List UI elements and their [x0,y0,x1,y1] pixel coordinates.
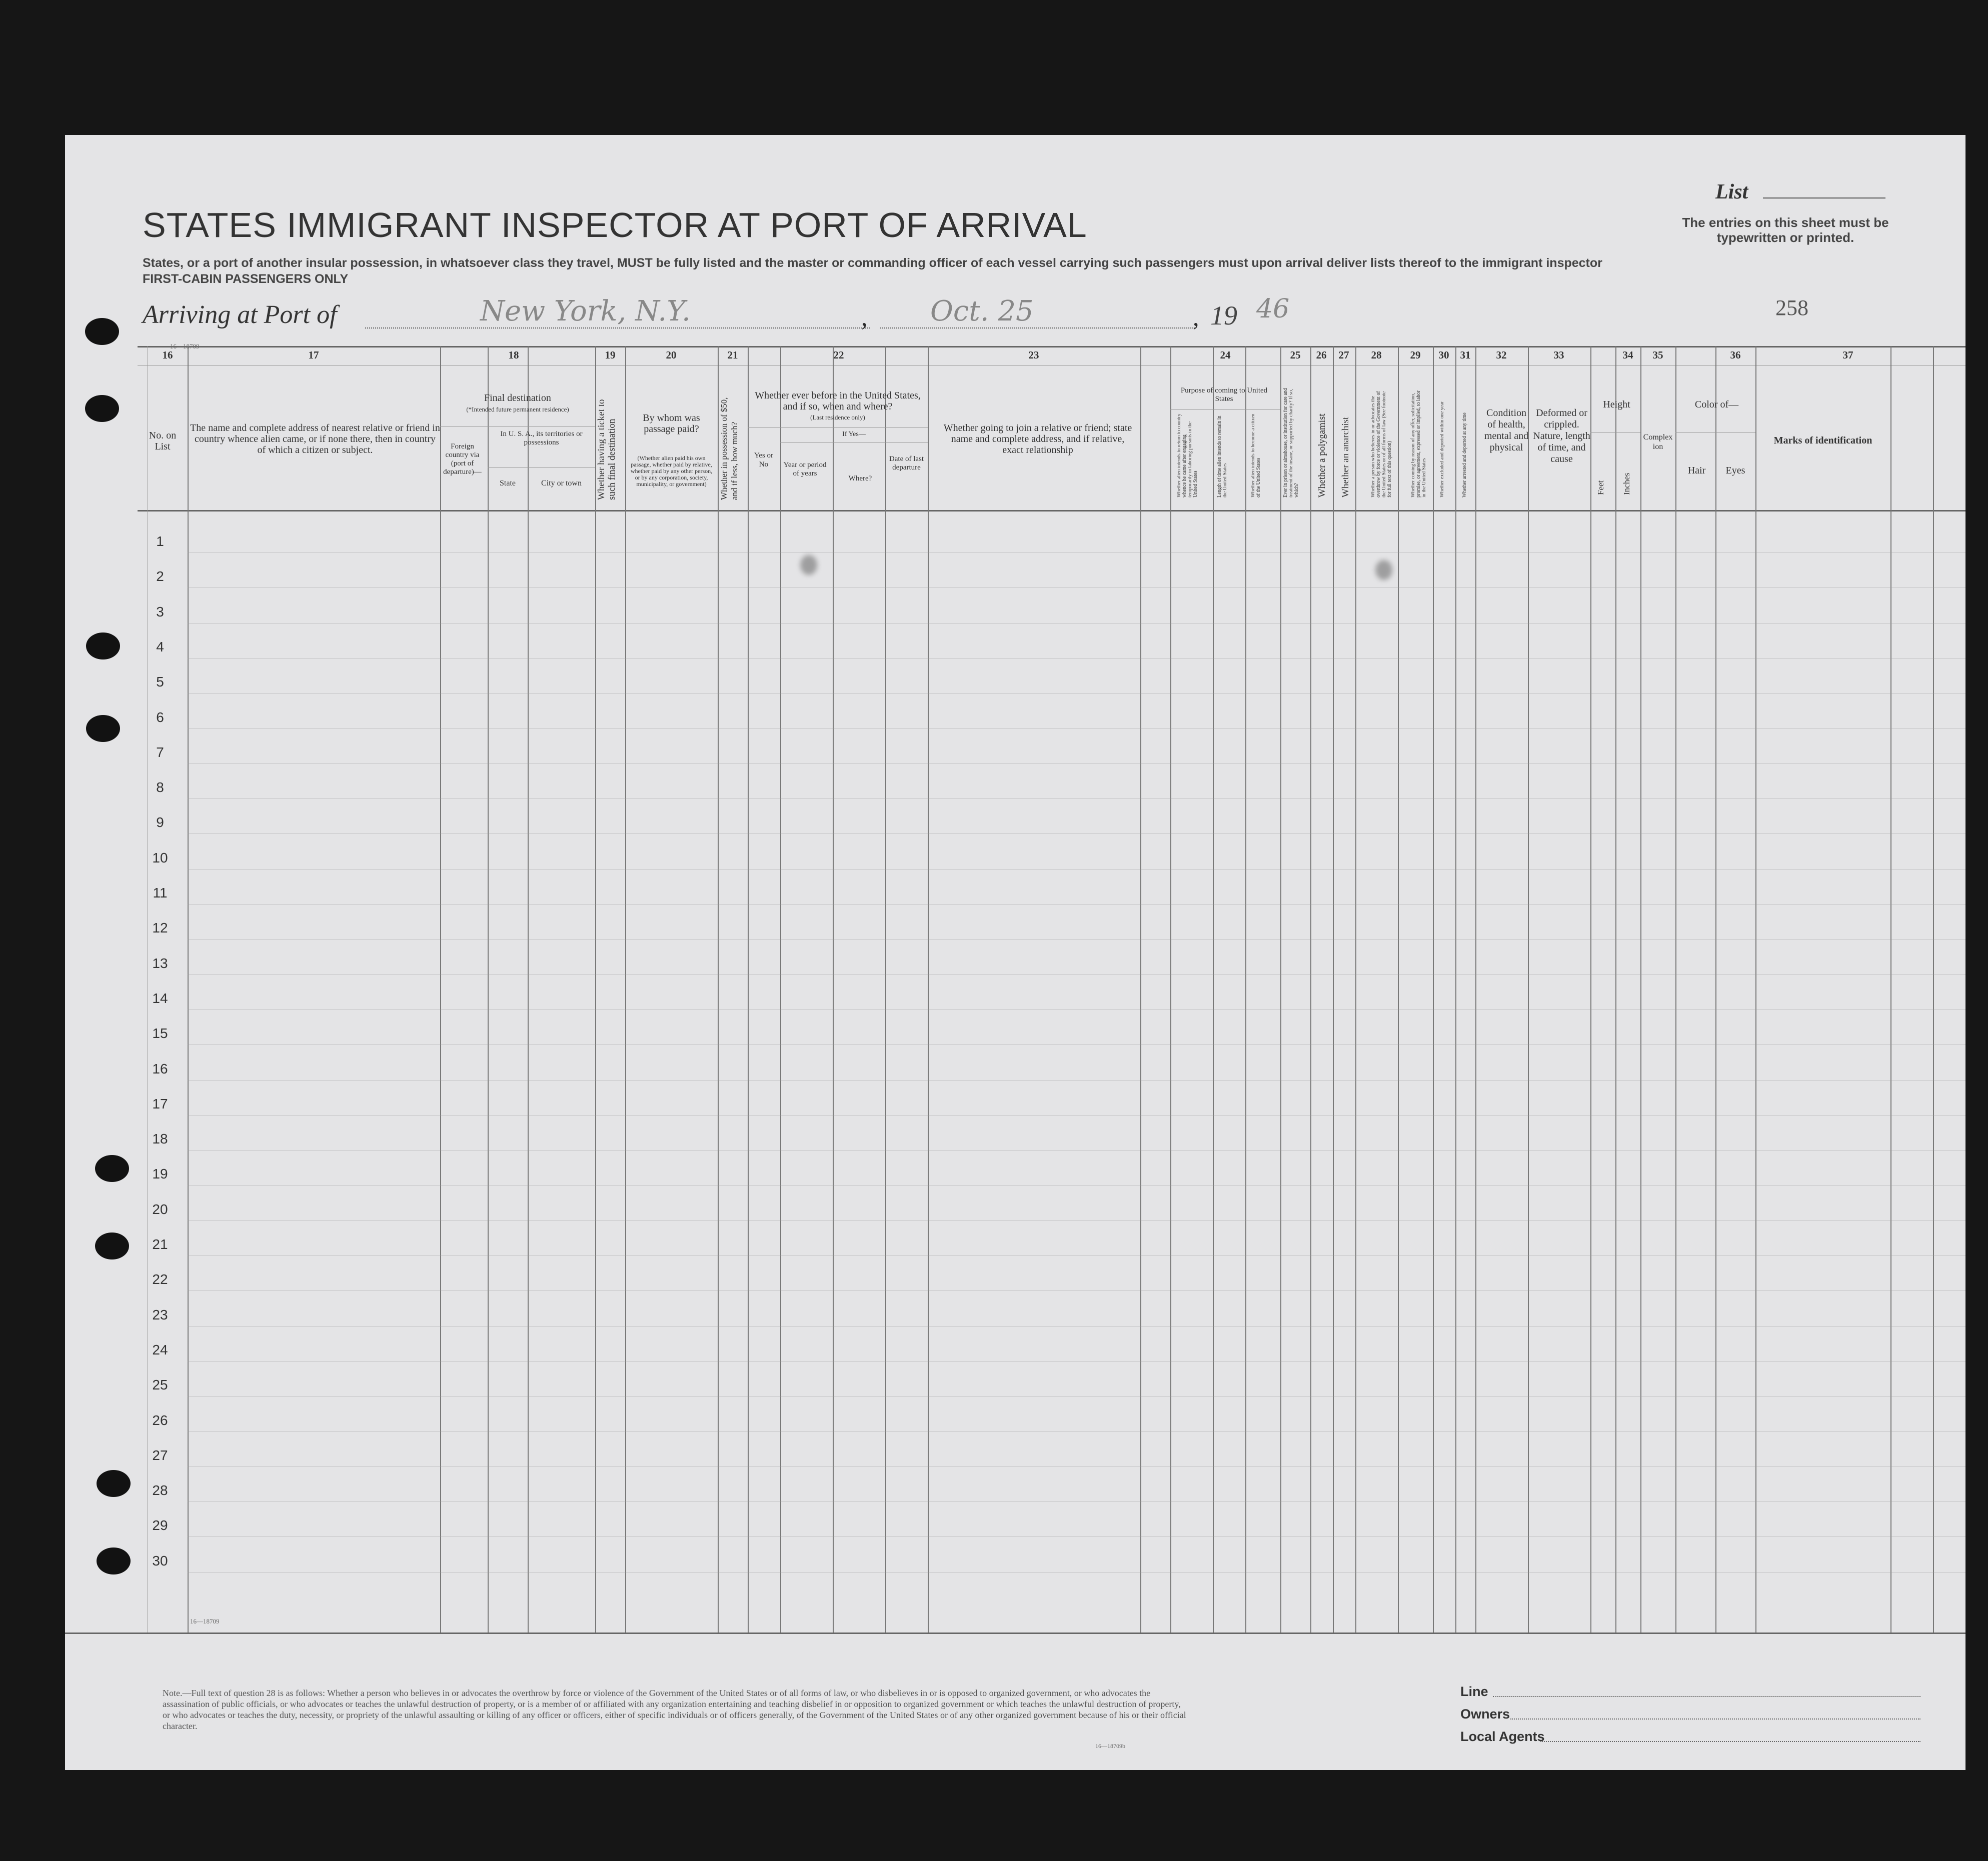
line-label: Line [1460,1684,1488,1699]
instructions-text: States, or a port of another insular possession, in whatsoever class they travel, MUST be fully listed and the master or commanding officer of each vessel carrying such passengers must upon arrival deliver lists thereof to the immigrant inspector [143,256,1602,270]
header-passage-paid: By whom was passage paid? [643,412,700,434]
row-rule [188,1115,1965,1116]
column-divider [1213,346,1214,1632]
header-marks-identification: Marks of identification [1773,435,1872,446]
column-divider [1245,346,1246,1632]
port-handwriting: New York, N.Y. [480,295,691,328]
header-purpose-citizen: Whether alien intends to become a citizen of the United States [1250,414,1261,498]
header-feet: Feet [1596,480,1605,495]
row-number: 26 [152,1412,168,1428]
row-rule [188,552,1965,553]
row-rule [188,1466,1965,1467]
header-foreign-country: Foreign country via (port of departure)— [443,442,482,476]
column-divider [1433,346,1434,1632]
column-number: 16 [162,349,173,361]
page-title: STATES IMMIGRANT INSPECTOR AT PORT OF ARRIVAL [143,206,1087,244]
ink-smudge [1375,560,1392,580]
date-handwriting: Oct. 25 [930,295,1034,328]
column-number: 25 [1290,349,1301,361]
column-number: 33 [1553,349,1564,361]
column-divider [780,346,781,1632]
header-fifty-dollars: Whether in possession of $50, and if less, how much? [719,397,739,500]
column-divider [1455,346,1456,1632]
row-number: 22 [152,1272,168,1288]
row-number: 18 [152,1131,168,1147]
row-rule [188,728,1965,729]
row-number: 8 [156,780,164,796]
column-number: 35 [1652,349,1663,361]
row-number: 14 [152,990,168,1006]
subheader-rule [1675,432,1755,433]
header-year-period: Year or period of years [783,461,827,478]
row-number: 29 [152,1518,168,1534]
ink-smudge [800,555,817,575]
column-divider [1590,346,1591,1632]
column-divider [1140,346,1141,1632]
header-join-relative: Whether going to join a relative or friend; state name and complete address, and if relative, exact relationship [943,422,1132,456]
column-divider [1890,346,1891,1632]
column-divider [1528,346,1529,1632]
column-divider [1333,346,1334,1632]
row-number: 28 [152,1482,168,1498]
local-agents-label: Local Agents [1460,1729,1545,1744]
column-divider [1933,346,1934,1632]
form-number-bottom: 16—18709 [190,1618,220,1625]
header-complexion: Complexion [1643,433,1673,451]
row-number: 23 [152,1306,168,1322]
header-hair: Hair [1687,465,1706,476]
column-divider [885,346,886,1632]
column-divider [748,346,749,1632]
row-number: 4 [156,638,164,654]
header-previous-visit-note: (Last residence only) [810,414,865,421]
punch-hole [85,318,119,345]
row-number: 13 [152,955,168,971]
column-divider [625,346,626,1632]
column-number: 29 [1410,349,1421,361]
column-divider [1475,346,1476,1632]
header-previous-visit: Whether ever before in the United States, and if so, when and where? [755,390,921,412]
subheader-rule [1170,409,1280,410]
column-number: 34 [1622,349,1633,361]
column-number: 27 [1338,349,1349,361]
header-eyes: Eyes [1725,465,1745,476]
row-rule [188,939,1965,940]
header-excluded: Whether excluded and deported within one year [1439,401,1445,498]
row-rule [188,1361,1965,1362]
row-number: 30 [152,1552,168,1568]
row-number: 7 [156,744,164,760]
row-number: 3 [156,604,164,620]
table-top-rule [138,346,1965,348]
subheader-rule [780,442,928,443]
row-rule [188,1536,1965,1537]
entries-note: The entries on this sheet must be typewritten or printed. [1682,215,1889,245]
form-number: 16—18709 [170,342,200,350]
row-number: 10 [152,850,168,866]
punch-hole [97,1470,131,1497]
row-rule [188,1220,1965,1221]
header-purpose-length: Length of time alien intends to remain in the United States [1217,416,1228,498]
punch-hole [95,1155,129,1182]
header-inches: Inches [1622,472,1631,495]
column-number: 22 [833,349,844,361]
footnote: Note.—Full text of question 28 is as follows: Whether a person who believes in or advocates the overthrow by force or violence of the Government of the United States or of all forms of law, or who disbelieves in or is opposed to organized government, or who advocates the assassination of public officials, or who advocates or teaches the unlawful destruction of property, or is a member of or affiliated with any organization entertaining and teaching disbelief in or opposition to organized government or which teaches the unlawful destruction of property, or who advocates or teaches the duty, necessity, or propriety of the unlawful assaulting or killing of any officer or officers, either of specific individuals or of officers generally, of the Government of the United States or of any other organized government because of his or their official character. [163,1688,1186,1731]
year-handwriting: 46 [1256,294,1290,324]
column-divider [1170,346,1171,1632]
passenger-class: FIRST-CABIN PASSENGERS ONLY [143,272,349,286]
list-label: List [1715,180,1748,204]
column-divider [1755,346,1756,1632]
row-number: 6 [156,709,164,725]
column-number: 26 [1316,349,1327,361]
column-divider [1715,346,1716,1632]
header-health: Condition of health, mental and physical [1484,408,1529,453]
header-final-destination-note: (*Intended future permanent residence) [466,406,569,413]
column-number: 23 [1028,349,1039,361]
column-divider [188,346,189,1632]
header-polygamist: Whether a polygamist [1317,414,1327,498]
row-rule [188,623,1965,624]
punch-hole [86,715,120,742]
header-arrested: Whether arrested and deported at any time [1462,412,1467,498]
header-final-destination: Final destination [484,392,551,404]
header-no-on-list: No. on List [149,430,177,452]
column-number: 32 [1496,349,1507,361]
header-deformed: Deformed or crippled. Nature, length of time, and cause [1533,408,1590,464]
column-divider [1310,346,1311,1632]
header-where: Where? [848,474,872,482]
header-overthrow: Whether a person who believes in or advocates the overthrow by force or violence of the Government of the United States or of all forms of law (See footnote for full text of this question) [1370,391,1392,498]
column-divider [1355,346,1356,1632]
column-divider [928,346,929,1632]
manifest-sheet [65,135,1965,1770]
footnote-form-number: 16—18709b [1095,1742,1125,1750]
header-city: City or town [541,479,582,488]
header-purpose-return: Whether alien intends to return to country whence he came after engaging temporarily in laboring pursuits in the United States [1176,414,1198,498]
arriving-label: Arriving at Port of [143,300,337,329]
header-prison: Ever in prison or almshouse, or institution for care and treatment of the insane, or supported by charity? If so, which? [1283,388,1299,498]
row-rule [188,974,1965,975]
column-divider [595,346,596,1632]
row-rule [188,869,1965,870]
column-number: 21 [727,349,738,361]
row-number: 5 [156,674,164,690]
header-passage-note: (Whether alien paid his own passage, whether paid by relative, whether paid by any other person, or by any corporation, society, municipality, or government) [630,454,713,488]
header-relative-address: The name and complete address of nearest relative or friend in country whence alien came, or if none there, then in country of which a citizen or subject. [190,422,440,456]
column-number: 18 [508,349,519,361]
column-divider [488,346,489,1632]
table-bottom-rule [65,1632,1965,1634]
header-yes-no: Yes or No [754,452,774,468]
row-rule [188,798,1965,799]
column-divider [1640,346,1641,1632]
column-divider [1398,346,1399,1632]
column-number: 37 [1842,349,1853,361]
row-number: 16 [152,1060,168,1076]
row-number: 15 [152,1026,168,1042]
header-bottom-rule [138,510,1965,512]
year-printed: 19 [1210,300,1237,330]
column-divider [528,346,529,1632]
row-number: 19 [152,1166,168,1182]
header-state: State [500,479,516,488]
row-number: 24 [152,1342,168,1358]
column-divider [1675,346,1676,1632]
agents-signature-line [1540,1741,1920,1742]
punch-hole [97,1548,131,1574]
header-purpose: Purpose of coming to United States [1180,386,1268,403]
row-number: 17 [152,1096,168,1112]
header-height: Height [1603,399,1630,410]
row-number: 9 [156,814,164,830]
column-number: 28 [1371,349,1382,361]
column-number: 24 [1220,349,1231,361]
column-number: 20 [666,349,677,361]
subheader-rule [1590,432,1640,433]
row-rule [188,1185,1965,1186]
punch-hole [95,1232,129,1260]
column-divider [1615,346,1616,1632]
row-number: 12 [152,920,168,936]
punch-hole [86,632,120,660]
header-in-usa: In U. S. A., its territories or possessions [500,430,583,446]
header-date-departure: Date of last departure [889,455,924,472]
row-number: 11 [153,885,168,900]
punch-hole [85,395,119,422]
header-ticket: Whether having a ticket to such final destination [596,399,617,500]
row-number: 25 [152,1377,168,1393]
column-number: 31 [1460,349,1471,361]
row-rule [188,1044,1965,1045]
header-anarchist: Whether an anarchist [1340,416,1351,498]
owners-signature-line [1510,1718,1920,1720]
row-number: 2 [156,568,164,584]
separator-comma: , [861,303,868,331]
column-divider [833,346,834,1632]
row-number: 1 [156,534,164,549]
header-labor-offer: Whether coming by reason of any offer, solicitation, promise, or agreement, expressed or implied, to labor in the United States [1410,390,1427,498]
row-number: 20 [152,1201,168,1217]
column-divider [440,346,441,1632]
column-number: 36 [1730,349,1741,361]
column-divider [718,346,719,1632]
column-number: 19 [605,349,616,361]
row-number: 27 [152,1447,168,1463]
header-color-of: Color of— [1694,399,1739,410]
row-rule [188,1290,1965,1291]
row-number: 21 [152,1236,168,1252]
row-rule [188,693,1965,694]
column-number: 17 [308,349,319,361]
column-divider [1280,346,1281,1632]
separator-comma: , [1193,303,1199,331]
column-number: 30 [1438,349,1449,361]
column-number-rule [138,365,1965,366]
owners-label: Owners [1460,1706,1510,1722]
header-if-yes: If Yes— [842,430,866,438]
instructions [143,255,1743,287]
sheet-number: 258 [1775,296,1808,320]
line-signature-line [1493,1696,1920,1697]
